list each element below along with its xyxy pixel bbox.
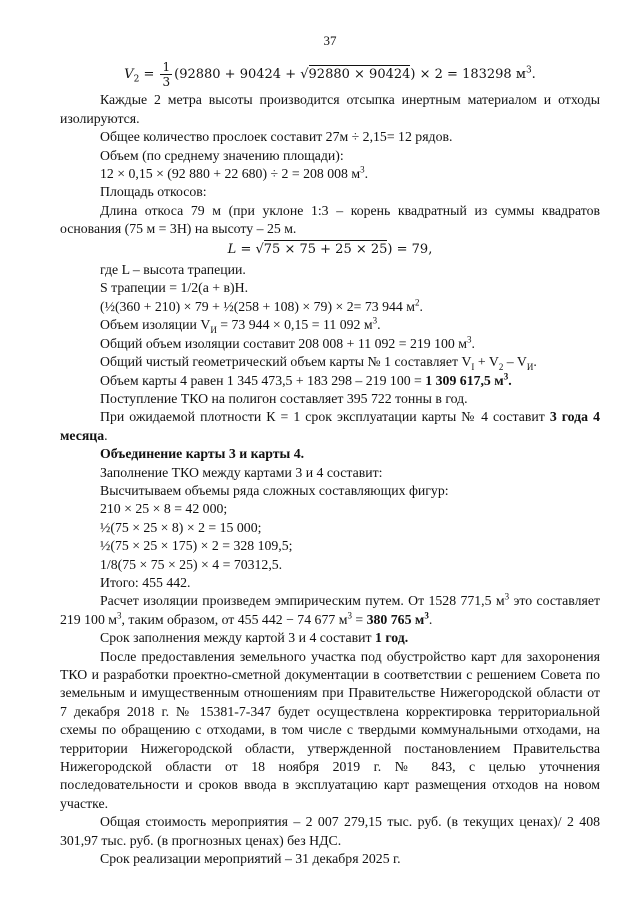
sup-3: 3 (504, 591, 510, 602)
formula-l-sqrt: 75 × 75 + 25 × 25 (263, 241, 388, 257)
period: . (428, 611, 433, 627)
para-postuplenie: Поступление ТКО на полигон составляет 395 722 тонны в год. (100, 390, 468, 406)
period: . (533, 354, 537, 370)
para-obshaya-stoimost: Общая стоимость мероприятия – 2 007 279,15 тыс. руб. (в текущих ценах)/ 2 408 301,97 тыс. руб. (в прогнозных ценах) без НДС. (60, 814, 600, 848)
sup-3: 3 (372, 315, 378, 326)
sup-3: 3 (466, 334, 472, 345)
formula-l-lhs: L (227, 241, 237, 257)
obem-calc-text: 12 × 0,15 × (92 880 + 22 680) ÷ 2 = 208 008 м (100, 166, 361, 182)
para-srok-realizacii: Срок реализации мероприятий – 31 декабря 2025 г. (100, 851, 401, 867)
formula-v2-eq: = (143, 67, 155, 83)
para-s-trapecii: S трапеции = 1/2(а + в)Н. (100, 280, 249, 296)
document-page (60, 32, 600, 868)
fraction-denominator: 3 (162, 75, 171, 90)
para-zapolnenie: Заполнение ТКО между картами 3 и 4 составит: (100, 464, 383, 480)
para-chistiy-obem (60, 353, 600, 371)
izol-text: Объем изоляции V (100, 317, 211, 333)
period: . (471, 335, 475, 351)
trapeciya-text: (½(360 + 210) × 79 + ½(258 + 108) × 79) × 2= 73 944 м (100, 298, 415, 314)
sup-3: 3 (117, 610, 122, 621)
formula-v2-sqrt: 92880 × 90424 (308, 67, 411, 83)
formula-v2-tail: . (531, 67, 536, 83)
calc-line-2: ½(75 × 25 × 8) × 2 = 15 000; (100, 519, 262, 535)
vi-sub: И (526, 361, 534, 372)
para-gde-l: где L – высота трапеции. (100, 262, 246, 278)
plus-v2: + V (474, 354, 499, 370)
para-vyschityvaem: Высчитываем объемы ряда сложных составляющих фигур: (100, 482, 449, 498)
period: . (377, 317, 381, 333)
karta4-text: Объем карты 4 равен 1 345 473,5 + 183 298 – 219 100 = (100, 372, 426, 388)
para-trapeciya-calc (60, 298, 600, 316)
para-otsypka: Каждые 2 метра высоты производится отсыпка инертным материалом и отходы изолируются. (60, 92, 600, 126)
obshiy-text: Общий объем изоляции составит 208 008 + 11 092 = 219 100 м (100, 335, 467, 351)
sup-2: 2 (414, 297, 420, 308)
formula-v2-lhs-sub: 2 (133, 75, 140, 85)
formula-v2-lhs: V (124, 67, 134, 83)
period: . (104, 427, 108, 443)
para-obshiy-obem (60, 335, 600, 353)
sup-3: 3 (347, 610, 352, 621)
srok-zap-text: Срок заполнения между картой 3 и 4 составит (100, 630, 375, 646)
izol-rest: = 73 944 × 0,15 = 11 092 м (216, 317, 373, 333)
minus-vi: – V (503, 354, 527, 370)
calc-total: Итого: 455 442. (100, 574, 191, 590)
para-prosloek: Общее количество прослоек составит 27м ÷ 2,15= 12 рядов. (100, 129, 453, 145)
para-srok-zapolneniya (60, 629, 600, 647)
raschet-text-1: Расчет изоляции произведем эмпирическим путем. От 1528 771,5 м (100, 593, 505, 609)
formula-l: L = √75 × 75 + 25 × 25) = 79, (227, 241, 433, 257)
chistiy-text: Общий чистый геометрический объем карты № 1 составляет V (100, 354, 472, 370)
srok-bold: 3 года 4 месяца (60, 409, 600, 443)
section-heading-obedinenie: Объединение карты 3 и карты 4. (100, 446, 305, 462)
v1-sub: I (471, 361, 475, 372)
formula-v2-open: (92880 + 90424 + (174, 67, 301, 83)
sup-3: 3 (360, 164, 365, 175)
period: . (419, 298, 423, 314)
formula-v2-unit-sup: 3 (525, 66, 532, 77)
raschet-text-4: = (351, 611, 367, 627)
para-dlina-otkosa: Длина откоса 79 м (при уклоне 1:3 – корень квадратный из суммы квадратов основания (75 м = 3Н) на высоту – 25 м. (60, 202, 600, 237)
raschet-text-3: , таким образом, от 455 442 − 74 677 м (121, 611, 348, 627)
raschet-text-2: это составляет 219 100 м (60, 593, 600, 627)
formula-v2-fraction (160, 60, 172, 89)
srok-text: При ожидаемой плотности К = 1 срок эксплуатации карты № 4 составит (100, 409, 550, 425)
para-obem-karty-4 (60, 372, 600, 390)
sup-3: 3 (503, 370, 509, 381)
izol-sub: И (210, 325, 217, 336)
para-posle-predostavleniya: После предоставления земельного участка под обустройство карт для захоронения ТКО и разработки проектно-сметной документации в соответствии с решением Совета по земельным и имущественным отношениям при Правительстве Нижегородской области от 7 декабря 2018 г. № 15381-7-347 будет осуществлена корректировка территориальной схемы по обращению с отходами, в том числе с твердыми коммунальными отходами, на территории Нижегородской области, утвержденной постановлением Правительства Нижегородской области от 18 ноября 2019 г. № 843, с целью уточнения последовательности и сроков ввода в эксплуатацию карт размещения отходов на новом участке. (60, 648, 600, 811)
formula-l-rhs: ) = 79, (387, 241, 433, 257)
para-obem-label: Объем (по среднему значению площади): (100, 147, 344, 163)
period: . (508, 372, 512, 388)
para-raschet-izolyacii (60, 592, 600, 629)
period: . (364, 166, 369, 182)
formula-v2-close: ) × 2 = 183298 м (410, 67, 526, 83)
calc-line-1: 210 × 25 × 8 = 42 000; (100, 501, 228, 517)
karta4-bold: 1 309 617,5 м (425, 372, 504, 388)
calc-line-3: ½(75 × 25 × 175) × 2 = 328 109,5; (100, 538, 293, 554)
formula-v2: $V_2$ = $\frac{1}{3}$ (92880 + 90424 + √92880 × 90424) × 2 = 183298 $м^3$. (124, 60, 536, 90)
v2-sub: 2 (498, 361, 504, 372)
calc-line-4: 1/8(75 × 75 × 25) × 4 = 70312,5. (100, 556, 283, 572)
formula-l-eq: = (236, 241, 256, 257)
fraction-numerator: 1 (162, 60, 171, 75)
para-otkosy-label: Площадь откосов: (100, 184, 207, 200)
para-obem-calc (60, 165, 600, 183)
god-bold: 1 год. (374, 630, 409, 646)
para-srok-ekspluatacii (60, 408, 600, 445)
para-obem-izolyacii (60, 316, 600, 334)
sup-3: 3 (424, 610, 429, 621)
page-number: 37 (323, 33, 337, 48)
raschet-bold: 380 765 м (366, 611, 425, 627)
